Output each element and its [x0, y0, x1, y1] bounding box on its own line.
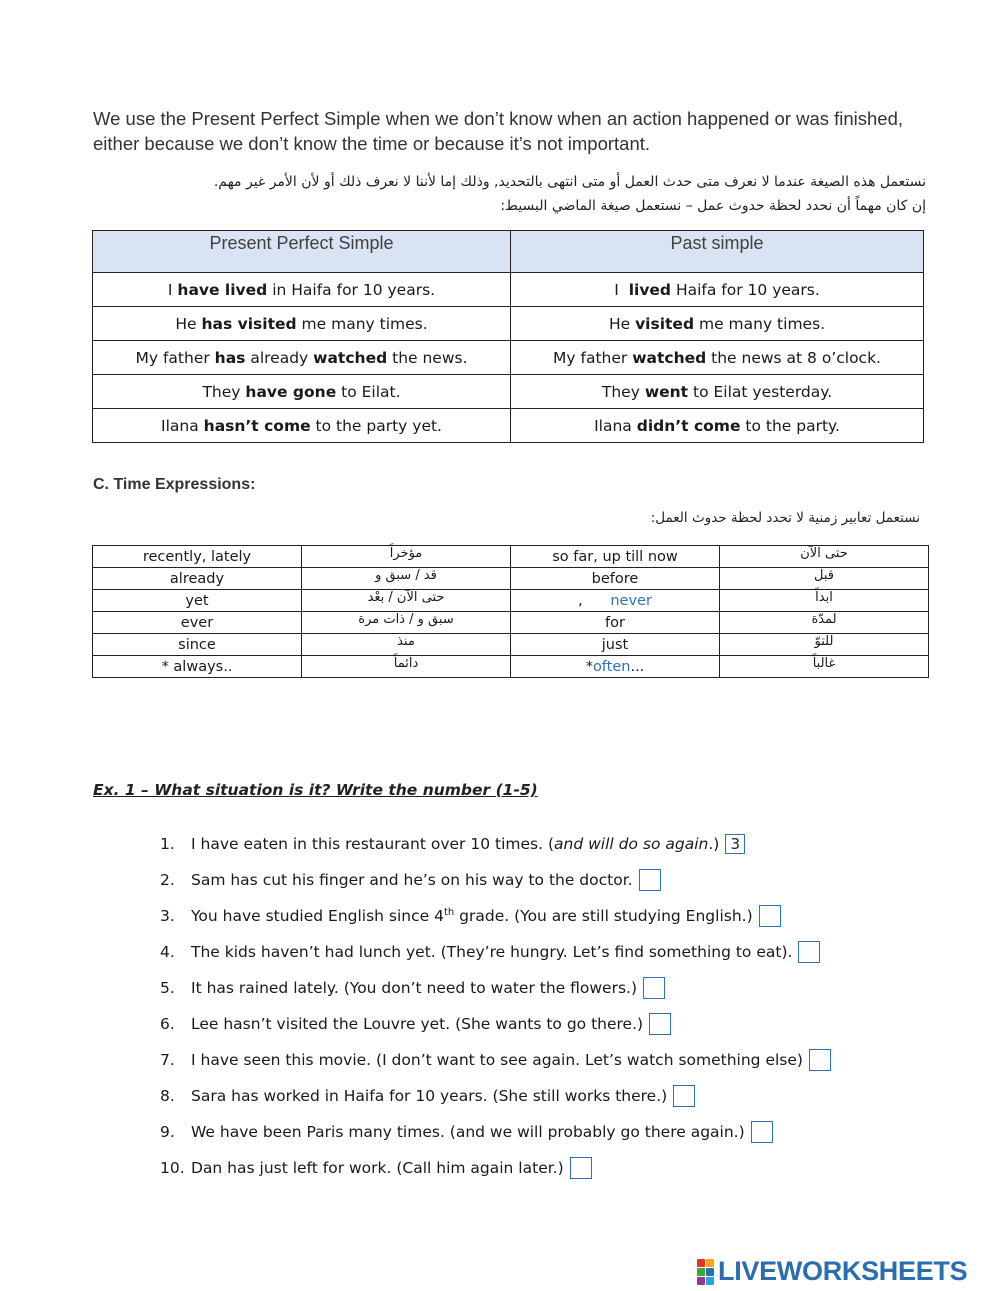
exercise-number: 5.	[160, 979, 175, 997]
time-cell-ar: قد / سبق و	[302, 568, 511, 590]
time-ellipsis: ...	[630, 658, 645, 675]
comparison-body	[93, 273, 924, 443]
exercise-sentence	[191, 943, 792, 961]
sentence-text: Lee hasn’t visited the Louvre yet. (She wants to go there.)	[191, 1015, 644, 1033]
exercise-sentence	[191, 1123, 745, 1141]
time-cell-ar: دائماً	[302, 656, 511, 678]
sentence-text: me many times.	[694, 314, 826, 333]
time-cell-ar: حتى الآن	[720, 546, 929, 568]
time-cell-en: yet	[93, 590, 302, 612]
verb-highlight: hasn’t come	[203, 416, 311, 435]
exercise-item	[160, 1042, 831, 1078]
comparison-cell-past-simple	[511, 409, 924, 443]
exercise-number: 2.	[160, 871, 175, 889]
time-cell-en: for	[511, 612, 720, 634]
comparison-row	[93, 375, 924, 409]
time-cell-en: before	[511, 568, 720, 590]
answer-box[interactable]	[673, 1085, 695, 1107]
sentence-text: Ilana	[594, 416, 637, 435]
section-title: C. Time Expressions:	[93, 476, 256, 493]
exercise-number: 7.	[160, 1051, 175, 1069]
sentence-text: to Eilat.	[336, 382, 401, 401]
comparison-row	[93, 273, 924, 307]
time-row	[93, 546, 929, 568]
intro-english-paragraph: We use the Present Perfect Simple when we don’t know when an action happened or was finished, either because we don’t know the time or because it’s not important.	[93, 108, 904, 154]
exercise-item	[160, 934, 831, 970]
sentence-text: to the party yet.	[310, 416, 442, 435]
time-expressions-arabic-note: نستعمل تعابير زمنية لا تحدد لحظة حدوث العمل:	[650, 510, 920, 526]
time-word-never: never	[610, 592, 652, 609]
time-cell-ar: ابداً	[720, 590, 929, 612]
sentence-text: already	[245, 348, 314, 367]
sentence-text: .)	[708, 835, 720, 853]
exercise-number: 3.	[160, 907, 175, 925]
time-cell-ar: مؤخراً	[302, 546, 511, 568]
sentence-text: Ilana	[161, 416, 204, 435]
sentence-text: Dan has just left for work. (Call him again later.)	[191, 1159, 564, 1177]
answer-box[interactable]	[639, 869, 661, 891]
exercise-sentence	[191, 907, 753, 925]
intro-arabic-line-1: نستعمل هذه الصيغة عندما لا نعرف متى حدث العمل أو متى انتهى بالتحديد, وذلك إما لأننا لا نعرف ذلك أو لأن الأمر غير مهم.	[213, 174, 926, 190]
intro-arabic-paragraph	[93, 170, 926, 218]
time-cell-ar: حتى الآن / بعْد	[302, 590, 511, 612]
sentence-text: We have been Paris many times. (and we will probably go there again.)	[191, 1123, 745, 1141]
answer-box[interactable]	[649, 1013, 671, 1035]
time-cell-en: so far, up till now	[511, 546, 720, 568]
answer-box[interactable]	[643, 977, 665, 999]
exercise-number: 6.	[160, 1015, 175, 1033]
sentence-text: They	[601, 382, 645, 401]
sentence-text: to Eilat yesterday.	[688, 382, 833, 401]
comparison-row	[93, 341, 924, 375]
answer-box[interactable]	[759, 905, 781, 927]
verb-highlight: watched	[313, 348, 388, 367]
exercise-sentence	[191, 1087, 667, 1105]
exercise-item	[160, 1006, 831, 1042]
verb-highlight: didn’t come	[636, 416, 741, 435]
sentence-text: They	[202, 382, 246, 401]
tense-comparison-table	[92, 230, 924, 443]
sentence-text: the news.	[387, 348, 468, 367]
exercise-item	[160, 1114, 831, 1150]
exercise-list	[160, 826, 831, 1186]
answer-box[interactable]	[809, 1049, 831, 1071]
comparison-row	[93, 307, 924, 341]
time-cell-en: already	[93, 568, 302, 590]
verb-highlight: visited	[635, 314, 695, 333]
verb-highlight: have gone	[245, 382, 337, 401]
time-cell-ar: قبل	[720, 568, 929, 590]
sentence-text: the news at 8 o’clock.	[706, 348, 881, 367]
verb-highlight: lived	[628, 280, 672, 299]
time-cell-en	[511, 656, 720, 678]
time-cell-ar: للتوّ	[720, 634, 929, 656]
exercise-sentence	[191, 1051, 803, 1069]
time-cell-en: * always..	[93, 656, 302, 678]
sentence-text: I have seen this movie. (I don’t want to see again. Let’s watch something else)	[191, 1051, 803, 1069]
time-row	[93, 590, 929, 612]
exercise-item	[160, 826, 831, 862]
time-row	[93, 656, 929, 678]
sentence-text: in Haifa for 10 years.	[267, 280, 436, 299]
answer-box[interactable]: 3	[725, 834, 745, 854]
time-cell-en: since	[93, 634, 302, 656]
sentence-text: grade. (You are still studying English.)	[454, 907, 753, 926]
time-expressions-table	[92, 545, 929, 678]
exercise-item	[160, 970, 831, 1006]
comparison-header-past-simple: Past simple	[511, 231, 924, 273]
time-cell-ar: لمدّة	[720, 612, 929, 634]
sentence-text: Sam has cut his finger and he’s on his way to the doctor.	[191, 871, 633, 889]
verb-highlight: has visited	[201, 314, 297, 333]
sentence-text: My father	[135, 348, 215, 367]
sentence-text: Sara has worked in Haifa for 10 years. (She still works there.)	[191, 1087, 668, 1105]
logo-text: LIVEWORKSHEETS	[718, 1256, 968, 1286]
time-comma: ,	[578, 592, 583, 609]
sentence-text: to the party.	[740, 416, 840, 435]
sentence-text: I	[614, 280, 629, 299]
time-cell-ar: غالباً	[720, 656, 929, 678]
time-cell-en: ever	[93, 612, 302, 634]
time-cell-en: just	[511, 634, 720, 656]
exercise-sentence	[191, 979, 637, 997]
time-row	[93, 568, 929, 590]
verb-highlight: have lived	[177, 280, 268, 299]
time-cell-en	[511, 590, 720, 612]
exercise-item	[160, 862, 831, 898]
exercise-number: 1.	[160, 835, 175, 853]
verb-highlight: went	[644, 382, 689, 401]
exercise-item	[160, 1078, 831, 1114]
comparison-cell-past-simple	[511, 341, 924, 375]
time-row	[93, 612, 929, 634]
comparison-row	[93, 409, 924, 443]
sentence-text: The kids haven’t had lunch yet. (They’re hungry. Let’s find something to eat).	[191, 943, 793, 961]
ordinal-suffix: th	[443, 906, 455, 918]
exercise-sentence	[191, 1015, 643, 1033]
sentence-text: Haifa for 10 years.	[671, 280, 820, 299]
sentence-text: He	[175, 314, 202, 333]
comparison-cell-present-perfect	[93, 273, 511, 307]
answer-box[interactable]	[798, 941, 820, 963]
liveworksheets-logo[interactable]	[697, 1256, 967, 1287]
comparison-cell-past-simple	[511, 307, 924, 341]
exercise-sentence	[191, 871, 633, 889]
comparison-header-row	[93, 231, 924, 273]
sentence-italic: and will do so again	[554, 835, 709, 853]
time-cell-ar: منذ	[302, 634, 511, 656]
sentence-text: I	[167, 280, 178, 299]
exercise-number: 9.	[160, 1123, 175, 1141]
comparison-cell-present-perfect	[93, 375, 511, 409]
comparison-cell-present-perfect	[93, 409, 511, 443]
exercise-item	[160, 1150, 831, 1186]
time-cell-ar: سبق و / ذات مرة	[302, 612, 511, 634]
comparison-cell-present-perfect	[93, 307, 511, 341]
sentence-text: I have eaten in this restaurant over 10 times. (	[191, 835, 555, 853]
sentence-text: My father	[553, 348, 633, 367]
exercise-number: 10.	[160, 1159, 185, 1177]
sentence-text: me many times.	[296, 314, 428, 333]
time-word-often: often	[592, 658, 631, 675]
comparison-cell-past-simple	[511, 273, 924, 307]
answer-box[interactable]	[570, 1157, 592, 1179]
intro-arabic-line-2: إن كان مهماً أن نحدد لحظة حدوث عمل – نستعمل صيغة الماضي البسيط:	[500, 198, 926, 214]
exercise-number: 4.	[160, 943, 175, 961]
verb-highlight: watched	[632, 348, 707, 367]
exercise-title: Ex. 1 – What situation is it? Write the number (1-5)	[93, 781, 538, 799]
exercise-number: 8.	[160, 1087, 175, 1105]
time-cell-en: recently, lately	[93, 546, 302, 568]
liveworksheets-logo-icon	[697, 1259, 714, 1285]
time-row	[93, 634, 929, 656]
sentence-text: It has rained lately. (You don’t need to water the flowers.)	[191, 979, 637, 997]
sentence-text: You have studied English since 4	[191, 907, 444, 926]
verb-highlight: has	[214, 348, 246, 367]
sentence-text: He	[608, 314, 636, 333]
exercise-sentence	[191, 835, 719, 853]
comparison-cell-present-perfect	[93, 341, 511, 375]
exercise-item	[160, 898, 831, 934]
comparison-cell-past-simple	[511, 375, 924, 409]
time-star: *	[585, 658, 593, 675]
answer-box[interactable]	[751, 1121, 773, 1143]
comparison-header-present-perfect: Present Perfect Simple	[93, 231, 511, 273]
exercise-sentence	[191, 1159, 564, 1177]
